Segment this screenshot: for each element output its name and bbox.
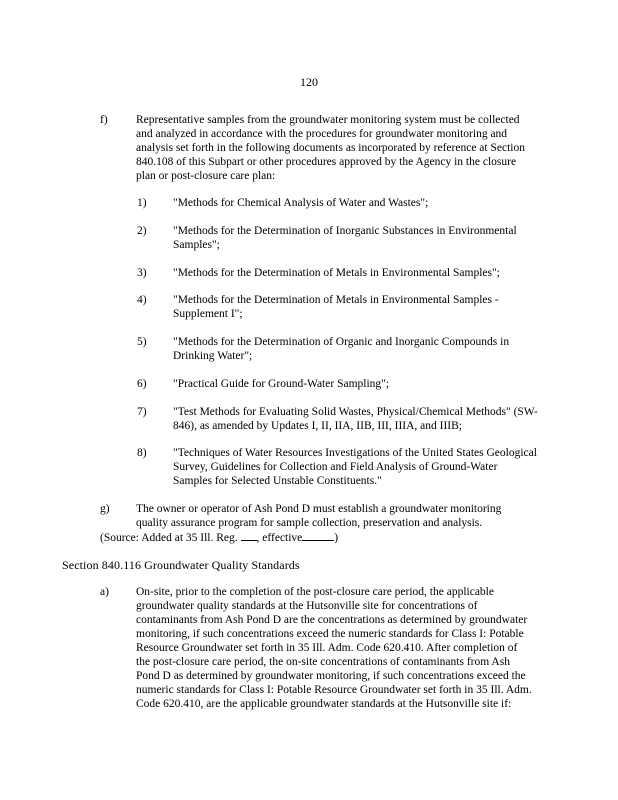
list-item-text: "Methods for the Determination of Metals in Environmental Samples - Supplement I"; <box>173 294 499 320</box>
list-item-number: 2) <box>137 225 147 237</box>
list-item-text: "Practical Guide for Ground-Water Sampling"; <box>173 378 390 390</box>
paragraph-a-letter: a) <box>100 586 109 598</box>
list-item-text: "Methods for Chemical Analysis of Water and Wastes"; <box>173 197 429 209</box>
source-suffix: ) <box>334 532 339 544</box>
list-item-number: 3) <box>137 267 147 279</box>
section-heading: Section 840.116 Groundwater Quality Standards <box>62 558 300 572</box>
list-item-text: "Methods for the Determination of Metals in Environmental Samples"; <box>173 267 500 279</box>
paragraph-g-text: The owner or operator of Ash Pond D must establish a groundwater monitoring quality assurance program for sample collection, preservation and analysis. <box>136 503 502 529</box>
list-item-text: "Techniques of Water Resources Investigations of the United States Geological Survey, Guidelines for Collection and Field Analysis of Ground-Water Samples for Selected Unstable Constituents." <box>173 447 537 487</box>
list-item-text: "Methods for the Determination of Inorganic Substances in Environmental Samples"; <box>173 225 517 251</box>
list-item-number: 1) <box>137 197 147 209</box>
blank-effective-date <box>302 530 334 541</box>
paragraph-f-letter: f) <box>100 114 108 126</box>
source-middle: , effective <box>256 532 303 544</box>
list-item-number: 5) <box>137 336 147 348</box>
paragraph-a-text: On-site, prior to the completion of the post-closure care period, the applicable groundwater quality standards at the Hutsonville site for concentrations of contaminants from Ash Pond D are the concentrations as determined by groundwater monitoring, if such concentrations exceed the numeric standards for Class I: Potable Resource Groundwater set forth in 35 Ill. Adm. Code 620.410. After completion of the post-closure care period, the on-site concentrations of contaminants from Ash Pond D as determined by groundwater monitoring, if such concentrations exceed the numeric standards for Class I: Potable Resource Groundwater set forth in 35 Ill. Adm. Code 620.410, are the applicable groundwater standards at the Hutsonville site if: <box>136 586 532 710</box>
paragraph-g-letter: g) <box>100 503 110 515</box>
list-item-text: "Methods for the Determination of Organic and Inorganic Compounds in Drinking Water"; <box>173 336 510 362</box>
list-item-number: 8) <box>137 447 147 459</box>
blank-register-volume <box>241 530 257 541</box>
source-prefix: (Source: Added at 35 Ill. Reg. <box>100 532 241 544</box>
list-item-number: 7) <box>137 406 147 418</box>
list-item-number: 4) <box>137 294 147 306</box>
list-item-text: "Test Methods for Evaluating Solid Wastes, Physical/Chemical Methods" (SW-846), as amended by Updates I, II, IIA, IIB, III, IIIA, and IIIB; <box>173 406 538 432</box>
paragraph-f-text: Representative samples from the groundwater monitoring system must be collected and analyzed in accordance with the procedures for groundwater monitoring and analysis set forth in the following documents as incorporated by reference at Section 840.108 of this Subpart or other procedures approved by the Agency in the closure plan or post-closure care plan: <box>136 114 525 182</box>
source-note <box>100 530 338 545</box>
list-item-number: 6) <box>137 378 147 390</box>
page-number: 120 <box>300 75 318 89</box>
